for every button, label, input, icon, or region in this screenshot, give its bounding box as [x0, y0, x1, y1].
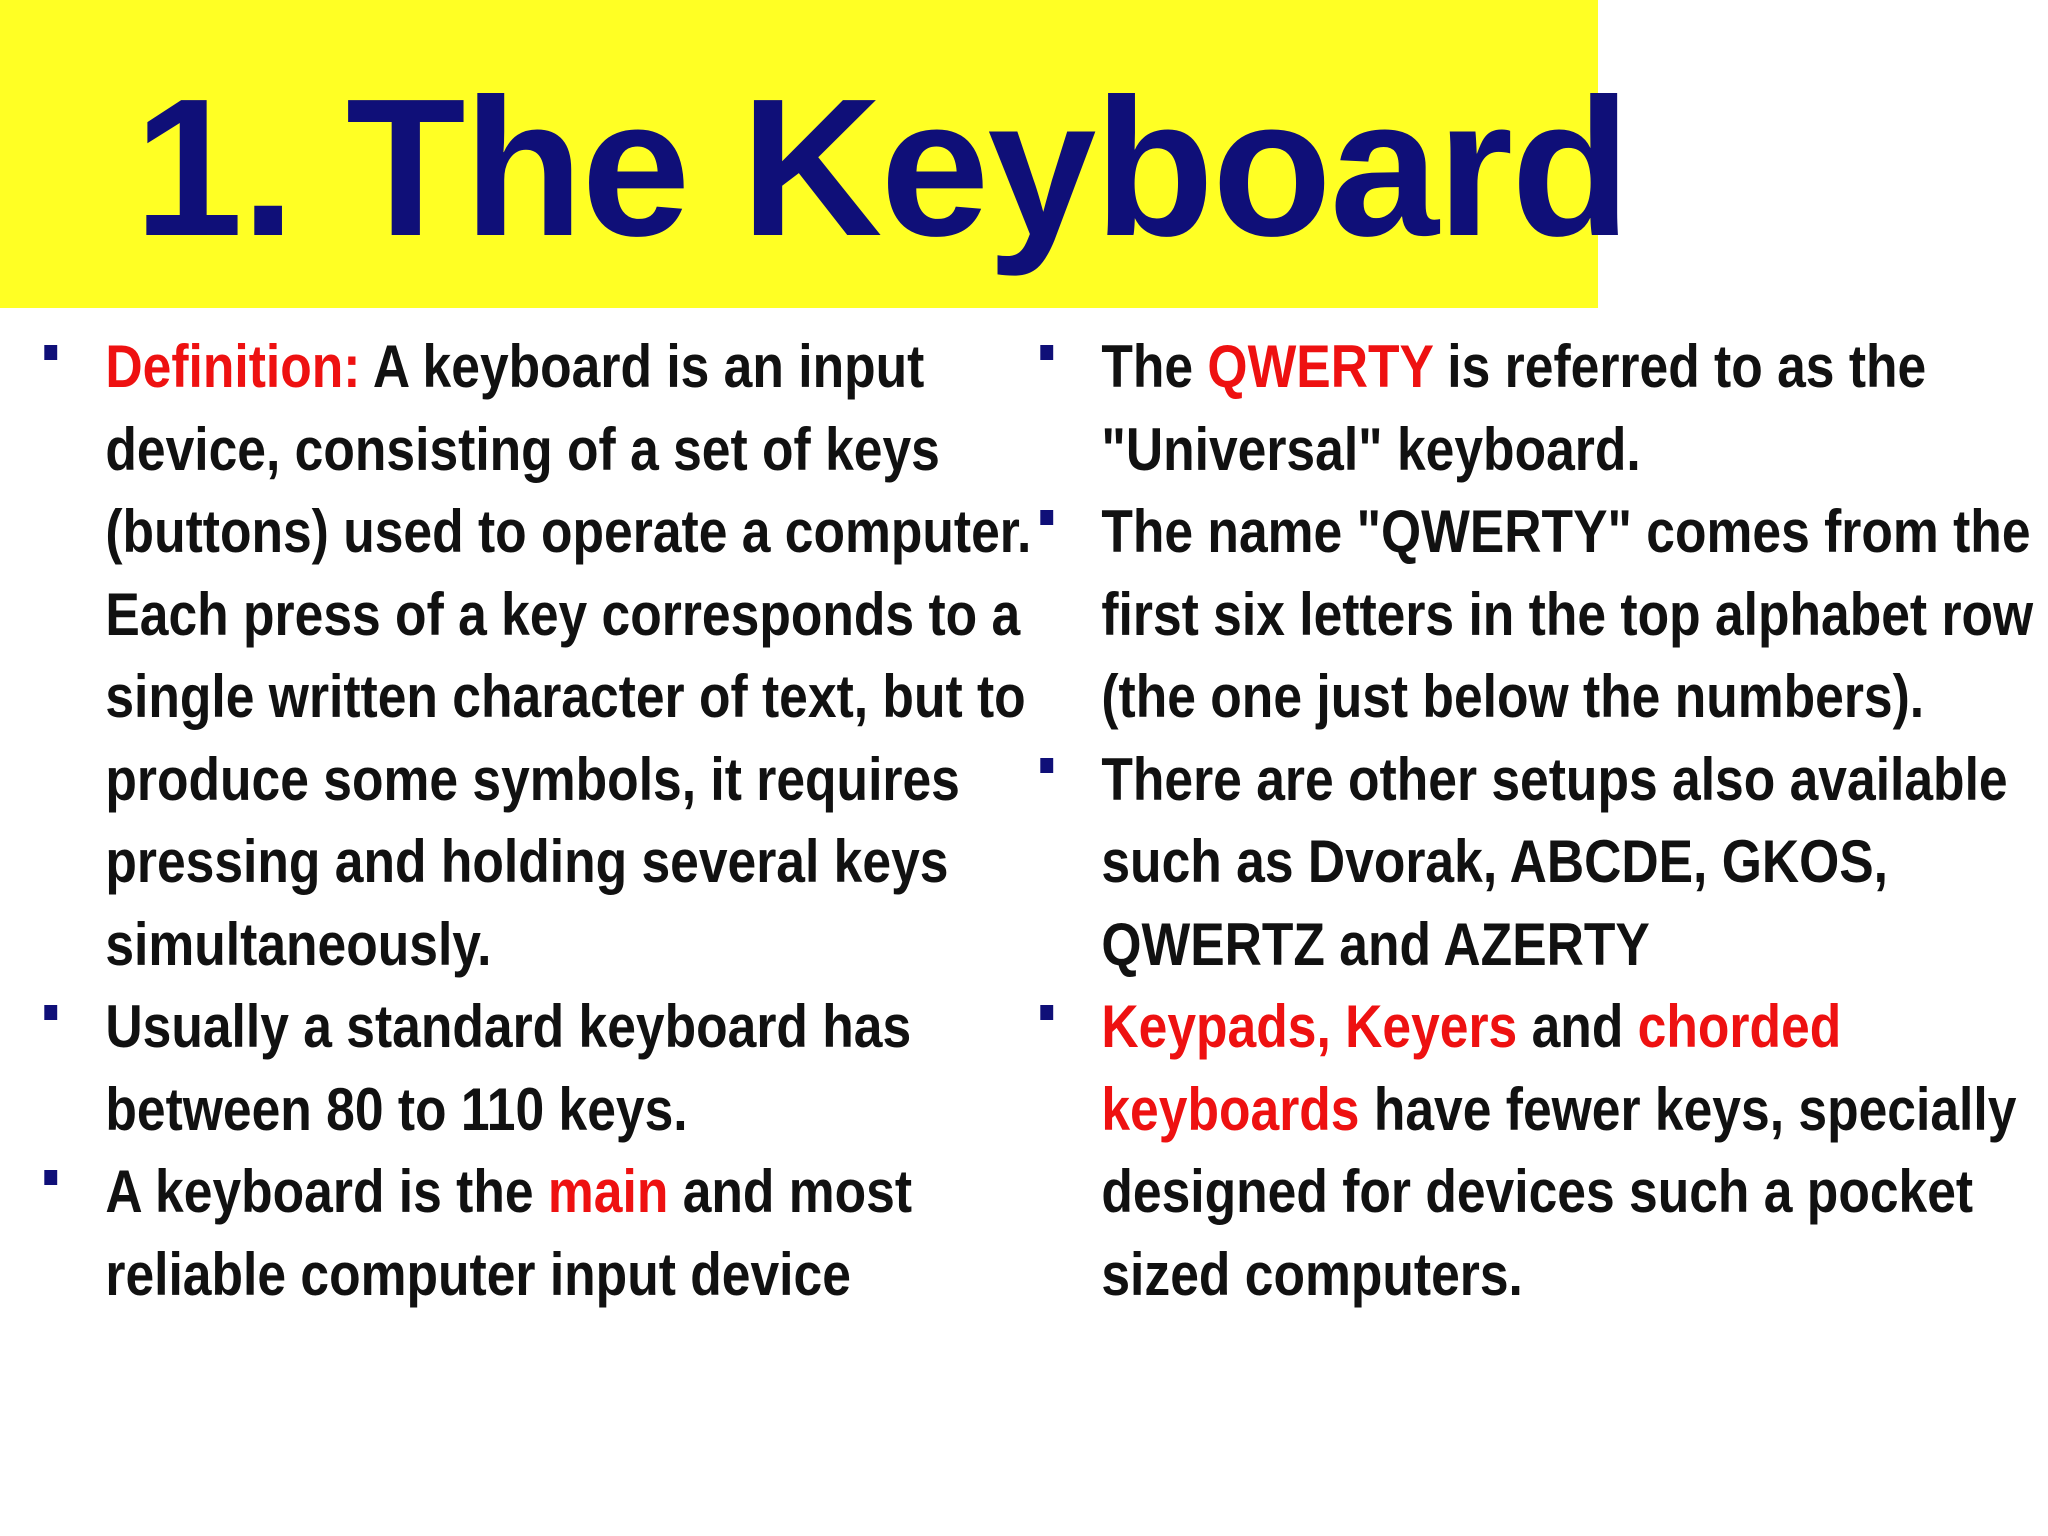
bullet-qwerty-name [1036, 491, 2048, 739]
keypads-accent: Keypads, Keyers [1101, 993, 1518, 1060]
qwerty-after: is referred to as the "Universal" keyboard. [1101, 333, 1927, 483]
square-bullet-icon [44, 1005, 57, 1020]
definition-text: A keyboard is an input device, consisting of a set of keys (buttons) used to operate a computer. Each press of a key corresponds to a single written character of text, but to produce some symbols, it requires pressing and holding several keys simultaneously. [105, 333, 1032, 978]
definition-label: Definition: [105, 333, 361, 400]
slide-title: 1. The Keyboard [134, 58, 1629, 277]
left-column [40, 326, 1030, 1316]
chorded-accent: chorded keyboards [1101, 993, 1842, 1143]
other-setups-text: There are other setups also available such as Dvorak, ABCDE, GKOS, QWERTZ and AZERTY [1101, 745, 2008, 978]
keypads-middle: and [1517, 993, 1638, 1060]
bullet-qwerty-universal [1036, 326, 2048, 491]
keypads-after: have fewer keys, specially designed for devices such a pocket sized computers. [1101, 1075, 2017, 1308]
square-bullet-icon [44, 345, 57, 360]
qwerty-accent: QWERTY [1207, 333, 1433, 400]
main-device-after: and most reliable computer input device [105, 1158, 913, 1308]
bullet-main-device [40, 1151, 1094, 1316]
square-bullet-icon [1040, 1005, 1053, 1020]
bullet-key-count [40, 986, 1094, 1151]
left-bullet-list [40, 326, 1030, 1316]
bullet-definition [40, 326, 1094, 986]
key-count-text: Usually a standard keyboard has between 80 to 110 keys. [105, 993, 912, 1143]
main-device-accent: main [547, 1158, 669, 1225]
square-bullet-icon [1040, 510, 1053, 525]
main-device-before: A keyboard is the [105, 1158, 548, 1225]
right-bullet-list [1036, 326, 2036, 1316]
square-bullet-icon [1040, 345, 1053, 360]
title-banner [0, 0, 1629, 308]
square-bullet-icon [1040, 758, 1053, 773]
bullet-keypads [1036, 986, 2048, 1316]
bullet-other-setups [1036, 739, 2048, 987]
qwerty-before: The [1101, 333, 1208, 400]
qwerty-name-text: The name "QWERTY" comes from the first six letters in the top alphabet row (the one just below the numbers). [1101, 498, 2034, 730]
right-column [1036, 326, 2036, 1316]
square-bullet-icon [44, 1170, 57, 1185]
